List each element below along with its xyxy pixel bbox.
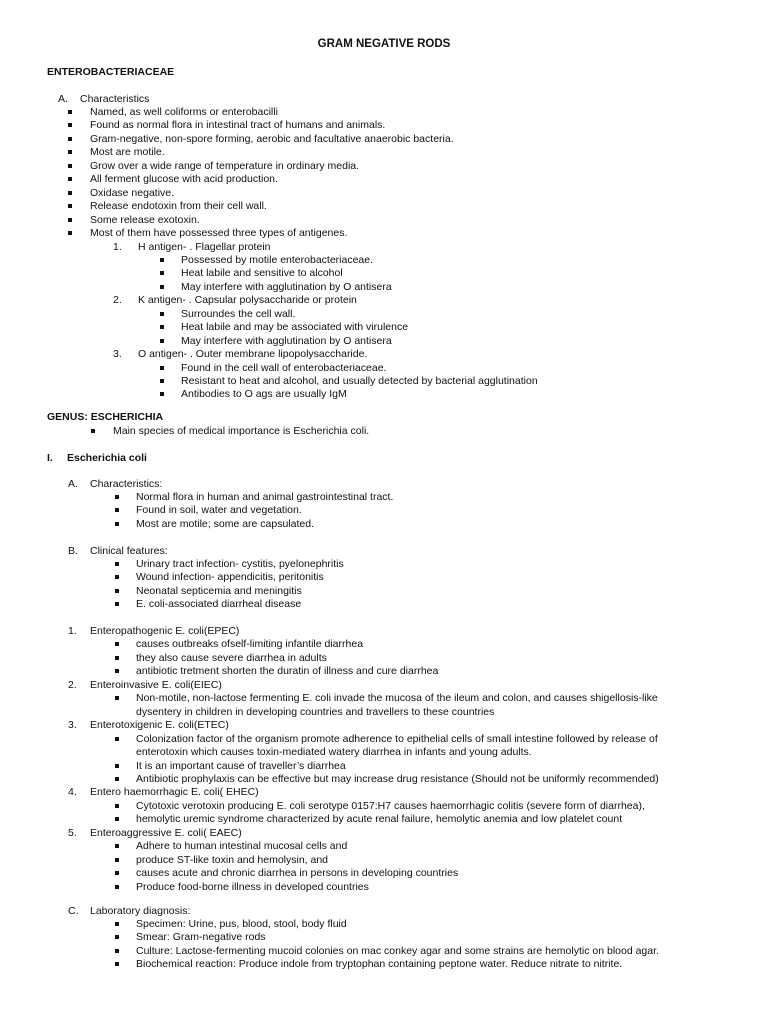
bullet-icon	[115, 575, 119, 579]
list-item: Normal flora in human and animal gastrointestinal tract.	[136, 491, 394, 503]
bullet-icon	[91, 429, 95, 433]
list-item: It is an important cause of traveller’s diarrhea	[136, 759, 346, 772]
bullet-icon	[115, 737, 119, 741]
list-item: Resistant to heat and alcohol, and usually detected by bacterial agglutination	[181, 375, 538, 387]
bullet-icon	[115, 885, 119, 889]
bullet-icon	[115, 669, 119, 673]
bullet-icon	[115, 844, 119, 848]
list-item: Surroundes the cell wall.	[181, 307, 296, 320]
list-item: Main species of medical importance is Escherichia coli.	[113, 425, 370, 437]
list-item: Most are motile; some are capsulated.	[136, 517, 314, 530]
list-item: Most are motile.	[90, 146, 165, 159]
bullet-icon	[115, 871, 119, 875]
list-item: Oxidase negative.	[90, 186, 175, 199]
bullet-icon	[115, 764, 119, 768]
list-item: causes acute and chronic diarrhea in persons in developing countries	[136, 867, 459, 880]
list-item: antibiotic tretment shorten the duratin of illness and cure diarrhea	[136, 665, 439, 678]
antigen-label: K antigen- . Capsular polysaccharide or protein	[138, 294, 357, 307]
type-label: Enteroinvasive E. coli(EIEC)	[90, 678, 222, 691]
list-marker: I.	[47, 452, 53, 464]
list-item: Possessed by motile enterobacteriaceae.	[181, 253, 374, 266]
list-item: Antibodies to O ags are usually IgM	[181, 388, 347, 401]
list-item: dysentery in children in developing countries and travellers to these countries	[136, 705, 495, 718]
list-item: Colonization factor of the organism promote adherence to epithelial cells of small intestine followed by release of	[136, 732, 658, 745]
bullet-icon	[115, 817, 119, 821]
section-heading: Escherichia coli	[67, 452, 147, 464]
list-item: produce ST-like toxin and hemolysin, and	[136, 853, 329, 866]
bullet-icon	[115, 495, 119, 499]
list-marker: 5.	[68, 826, 77, 839]
bullet-icon	[115, 922, 119, 926]
document-title: GRAM NEGATIVE RODS	[317, 38, 451, 50]
list-item: Release endotoxin from their cell wall.	[90, 200, 267, 213]
subheading: Characteristics	[80, 93, 150, 105]
list-marker: 1.	[68, 625, 77, 637]
bullet-icon	[115, 962, 119, 966]
bullet-icon	[160, 379, 164, 383]
list-marker: 1.	[113, 240, 122, 253]
bullet-icon	[68, 204, 72, 208]
bullet-icon	[115, 696, 119, 700]
bullet-icon	[115, 777, 119, 781]
list-item: causes outbreaks ofself-limiting infantile diarrhea	[136, 638, 364, 651]
bullet-icon	[68, 177, 72, 181]
list-item: Found in soil, water and vegetation.	[136, 504, 302, 517]
bullet-icon	[68, 150, 72, 154]
bullet-icon	[115, 522, 119, 526]
subheading: Laboratory diagnosis:	[90, 905, 191, 917]
list-item: May interfere with agglutination by O antisera	[181, 280, 392, 293]
list-item: Grow over a wide range of temperature in ordinary media.	[90, 159, 360, 172]
list-item: Biochemical reaction: Produce indole from tryptophan containing peptone water. Reduce nitrate to nitrite.	[136, 958, 623, 971]
list-item: E. coli-associated diarrheal disease	[136, 598, 302, 611]
bullet-icon	[68, 191, 72, 195]
list-item: Wound infection- appendicitis, peritonitis	[136, 571, 324, 584]
list-item: hemolytic uremic syndrome characterized by acute renal failure, hemolytic anemia and low platelet count	[136, 813, 623, 826]
list-item: Gram-negative, non-spore forming, aerobic and facultative anaerobic bacteria.	[90, 132, 454, 145]
bullet-icon	[115, 949, 119, 953]
bullet-icon	[115, 804, 119, 808]
list-item: Adhere to human intestinal mucosal cells and	[136, 840, 348, 853]
list-marker: 3.	[113, 348, 122, 361]
type-label: Enterotoxigenic E. coli(ETEC)	[90, 719, 229, 732]
bullet-icon	[160, 392, 164, 396]
bullet-icon	[115, 642, 119, 646]
list-item: Some release exotoxin.	[90, 213, 200, 226]
bullet-icon	[160, 312, 164, 316]
bullet-icon	[160, 258, 164, 262]
list-item: Antibiotic prophylaxis can be effective but may increase drug resistance (Should not be uniformly recommended)	[136, 772, 659, 785]
list-item: Urinary tract infection- cystitis, pyelonephritis	[136, 558, 344, 570]
bullet-icon	[68, 123, 72, 127]
list-item: Named, as well coliforms or enterobacilli	[90, 106, 278, 118]
bullet-icon	[115, 935, 119, 939]
list-item: Specimen: Urine, pus, blood, stool, body fluid	[136, 918, 347, 930]
bullet-icon	[68, 231, 72, 235]
list-item: Found as normal flora in intestinal tract of humans and animals.	[90, 119, 386, 132]
bullet-icon	[160, 285, 164, 289]
antigen-label: O antigen- . Outer membrane lipopolysaccharide.	[138, 348, 368, 361]
bullet-icon	[160, 366, 164, 370]
list-marker: A.	[58, 93, 68, 105]
list-item: Heat labile and sensitive to alcohol	[181, 267, 343, 280]
list-item: Smear: Gram-negative rods	[136, 931, 266, 944]
type-label: Enteroaggressive E. coli( EAEC)	[90, 826, 242, 839]
bullet-icon	[68, 218, 72, 222]
list-item: Found in the cell wall of enterobacteriaceae.	[181, 361, 387, 374]
list-item: Cytotoxic verotoxin producing E. coli serotype 0157:H7 causes haemorrhagic colitis (severe form of diarrhea),	[136, 799, 645, 812]
section-heading: GENUS: ESCHERICHIA	[47, 411, 164, 423]
bullet-icon	[115, 602, 119, 606]
bullet-icon	[115, 858, 119, 862]
bullet-icon	[68, 110, 72, 114]
list-item: Non-motile, non-lactose fermenting E. coli invade the mucosa of the ileum and colon, and causes shigellosis-like	[136, 692, 658, 705]
section-heading: ENTEROBACTERIACEAE	[47, 66, 175, 78]
list-item: Produce food-borne illness in developed countries	[136, 880, 369, 893]
list-item: May interfere with agglutination by O antisera	[181, 334, 392, 347]
list-marker: B.	[68, 545, 78, 557]
bullet-icon	[160, 271, 164, 275]
bullet-icon	[115, 656, 119, 660]
list-marker: A.	[68, 478, 78, 490]
list-item: All ferment glucose with acid production.	[90, 173, 278, 186]
list-item: they also cause severe diarrhea in adults	[136, 651, 327, 664]
list-marker: 3.	[68, 719, 77, 732]
list-marker: 2.	[68, 678, 77, 691]
bullet-icon	[115, 589, 119, 593]
list-item: Heat labile and may be associated with virulence	[181, 321, 409, 334]
subheading: Characteristics:	[90, 478, 163, 490]
bullet-icon	[115, 562, 119, 566]
subheading: Clinical features:	[90, 545, 168, 557]
bullet-icon	[115, 508, 119, 512]
bullet-icon	[160, 339, 164, 343]
bullet-icon	[68, 137, 72, 141]
list-item: Culture: Lactose-fermenting mucoid colonies on mac conkey agar and some strains are hemolytic on blood agar.	[136, 944, 659, 957]
list-marker: 2.	[113, 294, 122, 307]
list-marker: 4.	[68, 786, 77, 799]
bullet-icon	[160, 325, 164, 329]
bullet-icon	[68, 164, 72, 168]
list-item: Most of them have possessed three types of antigenes.	[90, 227, 348, 240]
antigen-label: H antigen- . Flagellar protein	[138, 240, 271, 253]
type-label: Entero haemorrhagic E. coli( EHEC)	[90, 786, 259, 799]
list-marker: C.	[68, 905, 79, 917]
type-label: Enteropathogenic E. coli(EPEC)	[90, 625, 240, 637]
list-item: Neonatal septicemia and meningitis	[136, 584, 302, 597]
list-item: enterotoxin which causes toxin-mediated watery diarrhea in infants and young adults.	[136, 746, 532, 759]
